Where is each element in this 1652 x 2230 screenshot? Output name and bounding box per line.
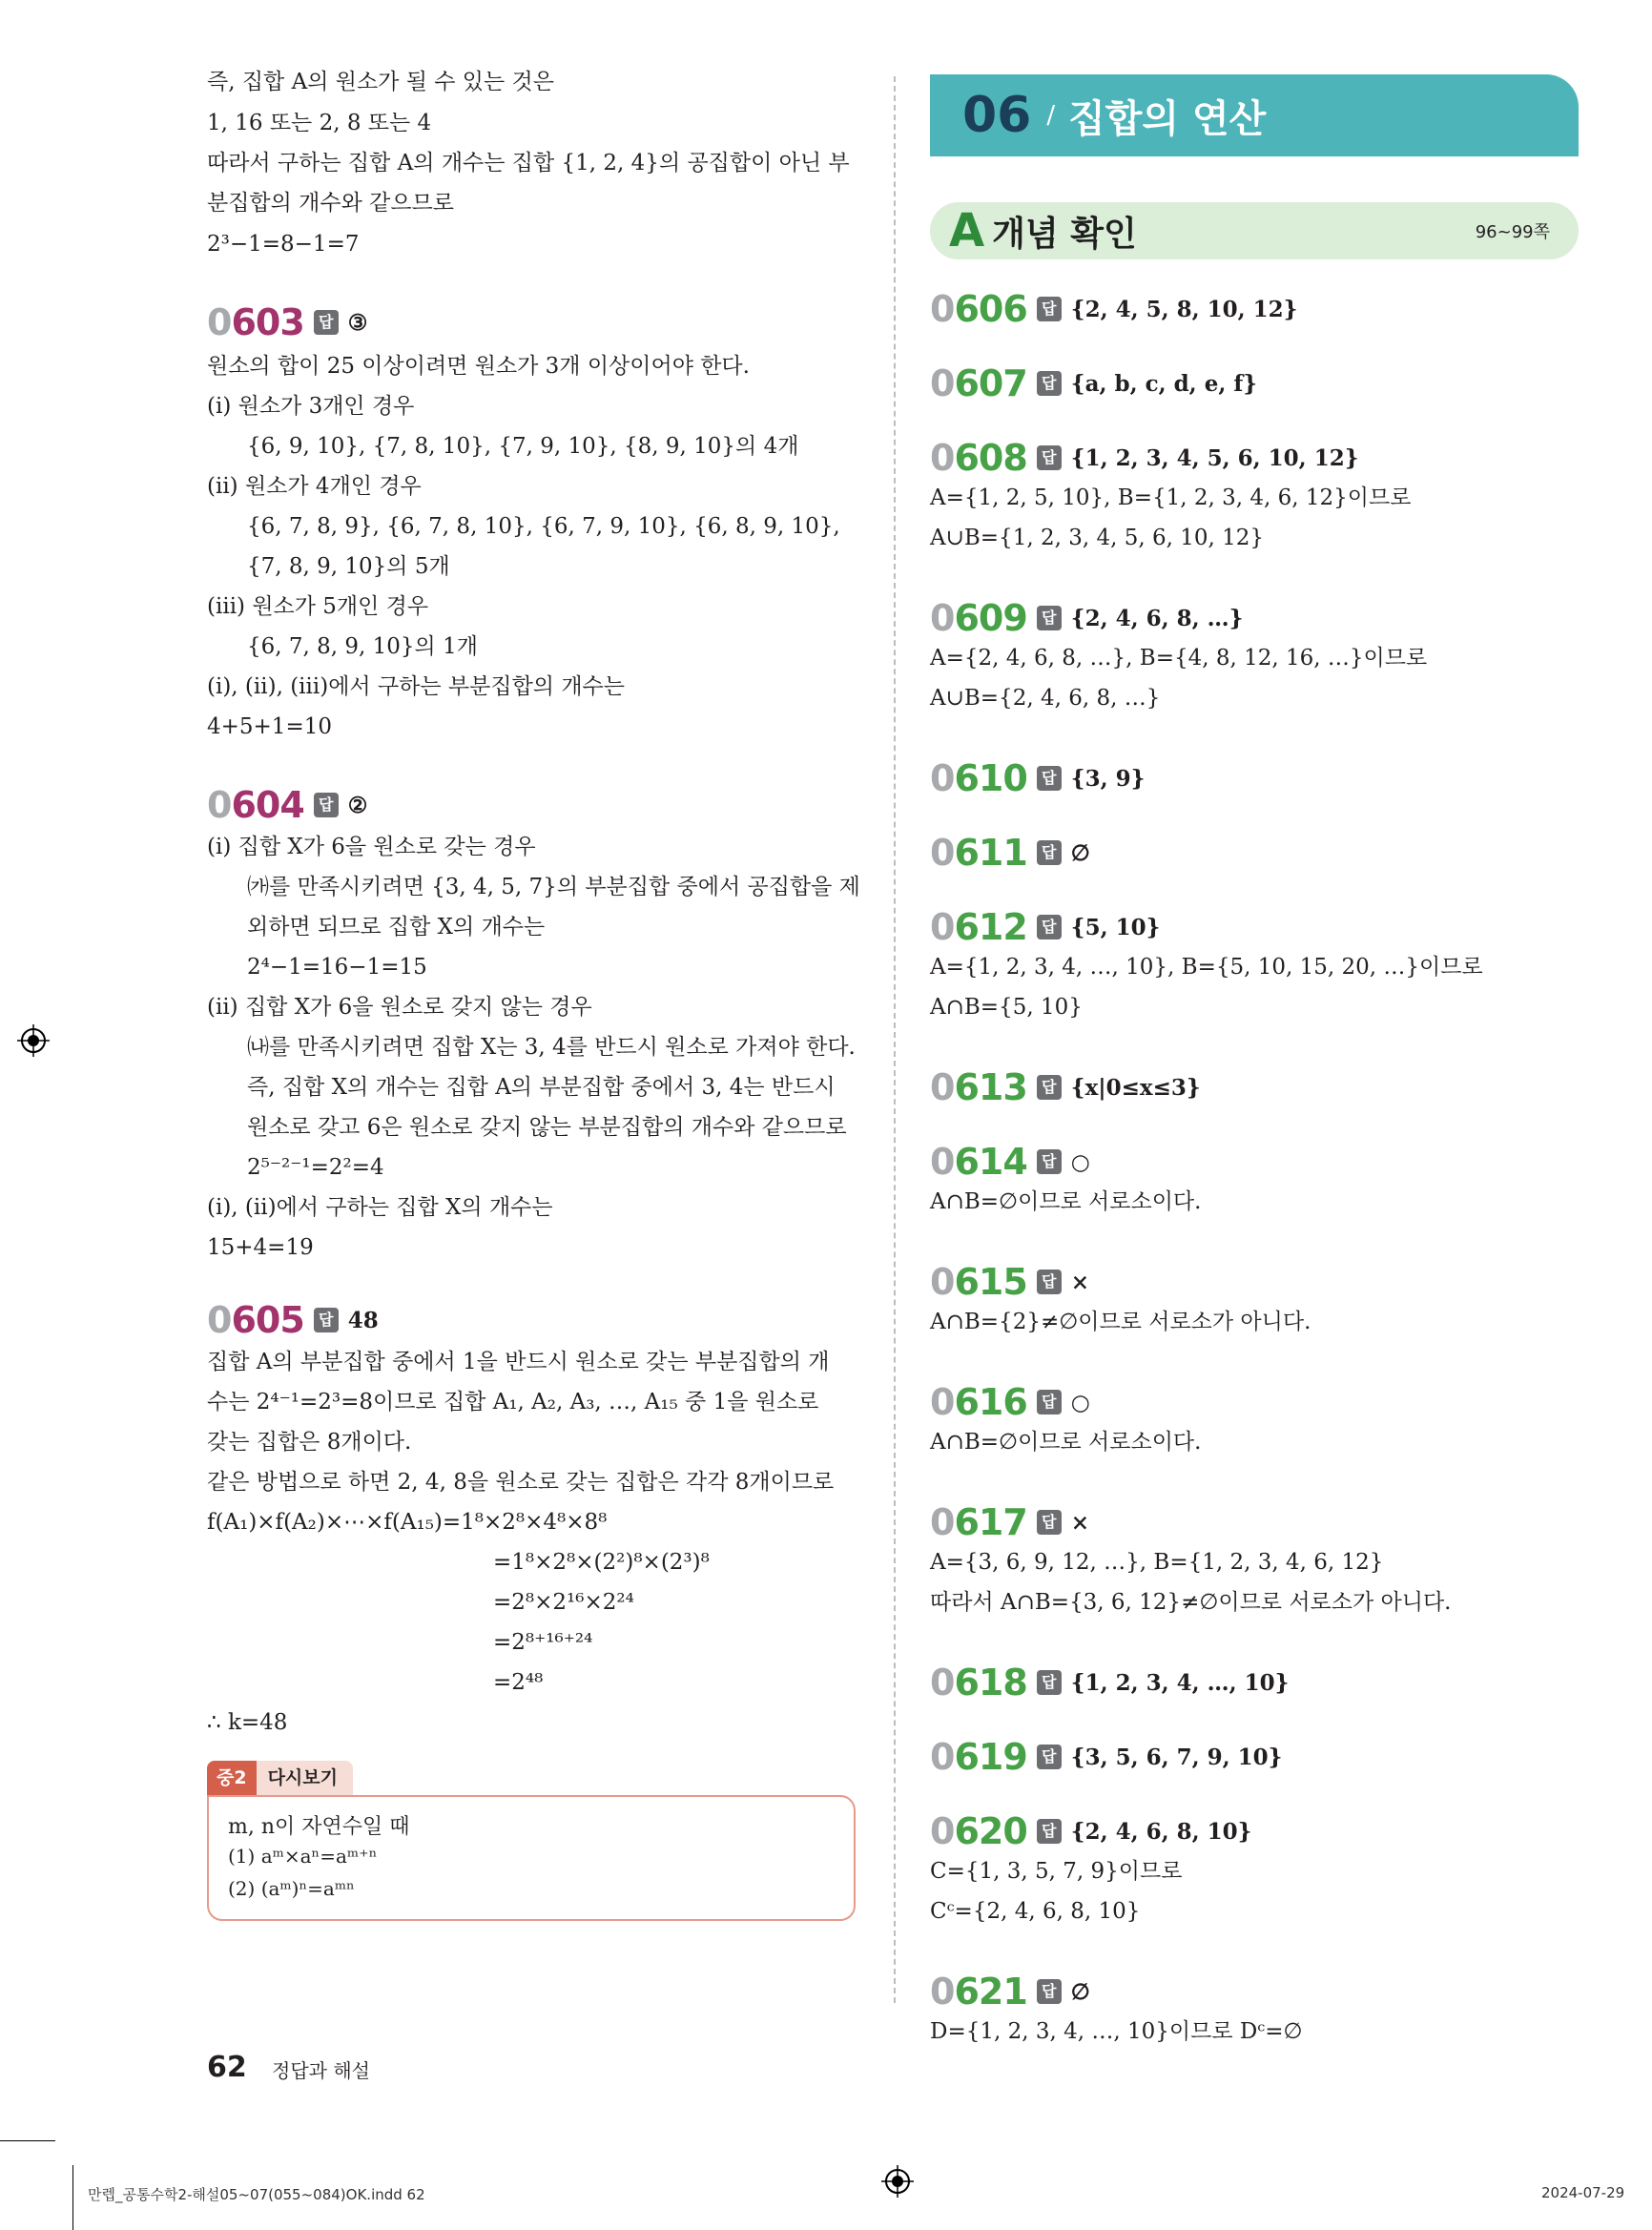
answer-value: ○: [1070, 1389, 1090, 1415]
solution-line: 수는 2⁴⁻¹=2³=8이므로 집합 A₁, A₂, A₃, …, A₁₅ 중 1을 원소로: [207, 1390, 819, 1414]
question-header: [930, 1736, 1282, 1778]
answer-badge: 답: [1037, 606, 1062, 630]
solution-line: (ⅰ) 집합 X가 6을 원소로 갖는 경우: [207, 835, 536, 859]
solution-line: =1⁸×2⁸×(2²)⁸×(2³)⁸: [493, 1550, 710, 1575]
crop-mark: [72, 2165, 73, 2230]
intro-line: 2³−1=8−1=7: [207, 232, 360, 257]
solution-line: ㈎를 만족시키려면 {3, 4, 5, 7}의 부분집합 중에서 공집합을 제: [247, 875, 860, 899]
question-number: 0617: [930, 1501, 1027, 1543]
section-header: [930, 74, 1579, 156]
solution-line: A∩B=∅이므로 서로소이다.: [930, 1430, 1202, 1455]
review-tab: [207, 1761, 353, 1795]
registration-mark-icon: [17, 1024, 50, 1057]
answer-value: {3, 5, 6, 7, 9, 10}: [1070, 1744, 1283, 1770]
solution-line: {6, 9, 10}, {7, 8, 10}, {7, 9, 10}, {8, 9, 10}의 4개: [247, 434, 799, 459]
review-box: [207, 1761, 856, 1921]
solution-line: 4+5+1=10: [207, 714, 332, 739]
solution-line: 외하면 되므로 집합 X의 개수는: [247, 915, 546, 939]
answer-badge: 답: [1037, 840, 1062, 865]
answer-badge: 답: [1037, 1075, 1062, 1100]
solution-line: A={1, 2, 5, 10}, B={1, 2, 3, 4, 6, 12}이므로: [930, 485, 1412, 510]
solution-line: A∩B=∅이므로 서로소이다.: [930, 1189, 1202, 1214]
question-header: [930, 832, 1090, 874]
question-header: [930, 597, 1243, 639]
solution-line: C={1, 3, 5, 7, 9}이므로: [930, 1859, 1183, 1884]
question-number: 0605: [207, 1299, 304, 1341]
review-content: [207, 1795, 856, 1921]
answer-value: ∅: [1070, 1978, 1090, 2005]
solution-line: ∴ k=48: [207, 1710, 288, 1735]
answer-badge: 답: [314, 1308, 339, 1332]
answer-value: ×: [1070, 1269, 1090, 1295]
question-header: [930, 1501, 1089, 1543]
solution-line: (ⅱ) 집합 X가 6을 원소로 갖지 않는 경우: [207, 995, 592, 1020]
answer-value: {2, 4, 5, 8, 10, 12}: [1070, 296, 1298, 322]
intro-line: 분집합의 개수와 같으므로: [207, 191, 455, 216]
intro-line: 따라서 구하는 집합 A의 개수는 집합 {1, 2, 4}의 공집합이 아닌 부: [207, 151, 850, 176]
review-grade-tag: 중2: [207, 1761, 257, 1795]
answer-badge: 답: [1037, 1390, 1062, 1414]
answer-badge: 답: [1037, 1819, 1062, 1844]
answer-value: {1, 2, 3, 4, …, 10}: [1070, 1669, 1290, 1696]
question-number: 0614: [930, 1141, 1027, 1183]
question-header-0604: [207, 784, 367, 826]
question-number: 0615: [930, 1261, 1027, 1303]
column-divider: [894, 76, 896, 2003]
question-header-0603: [207, 301, 367, 343]
solution-line: A∪B={1, 2, 3, 4, 5, 6, 10, 12}: [930, 526, 1265, 550]
solution-line: (ⅰ), (ⅱ)에서 구하는 집합 X의 개수는: [207, 1195, 553, 1220]
answer-badge: 답: [1037, 1745, 1062, 1769]
solution-line: ㈏를 만족시키려면 집합 X는 3, 4를 반드시 원소로 가져야 한다.: [247, 1035, 856, 1060]
answer-value: ∅: [1070, 839, 1090, 866]
question-header: [930, 1261, 1089, 1303]
solution-line: {7, 8, 9, 10}의 5개: [247, 554, 450, 579]
solution-line: 집합 A의 부분집합 중에서 1을 반드시 원소로 갖는 부분집합의 개: [207, 1350, 830, 1374]
answer-value: {2, 4, 6, 8, …}: [1070, 605, 1244, 631]
answer-value: ②: [347, 792, 368, 818]
answer-value: 48: [347, 1307, 379, 1333]
registration-mark-icon: [881, 2165, 914, 2198]
answer-value: ③: [347, 309, 368, 336]
answer-badge: 답: [1037, 371, 1062, 396]
solution-line: A∪B={2, 4, 6, 8, …}: [930, 686, 1161, 711]
question-header: [930, 757, 1145, 799]
concept-check-bar: [930, 202, 1579, 259]
review-line: (2) (aᵐ)ⁿ=aᵐⁿ: [228, 1877, 355, 1900]
answer-badge: 답: [1037, 1510, 1062, 1535]
answer-badge: 답: [1037, 1670, 1062, 1695]
solution-line: (ⅰ) 원소가 3개인 경우: [207, 394, 415, 419]
answer-badge: 답: [1037, 915, 1062, 939]
concept-letter: A: [949, 204, 985, 258]
answer-badge: 답: [314, 793, 339, 817]
print-date: 2024-07-29: [1541, 2184, 1625, 2201]
solution-line: f(A₁)×f(A₂)×⋯×f(A₁₅)=1⁸×2⁸×4⁸×8⁸: [207, 1510, 608, 1535]
question-number: 0610: [930, 757, 1027, 799]
answer-badge: 답: [1037, 1979, 1062, 2004]
solution-line: =2⁸×2¹⁶×2²⁴: [493, 1590, 634, 1615]
concept-pages: 96~99쪽: [1475, 222, 1550, 242]
question-header: [930, 906, 1160, 948]
answer-badge: 답: [1037, 766, 1062, 791]
answer-value: {x|0≤x≤3}: [1070, 1074, 1201, 1101]
question-number: 0606: [930, 288, 1027, 330]
solution-line: 같은 방법으로 하면 2, 4, 8을 원소로 갖는 집합은 각각 8개이므로: [207, 1470, 835, 1495]
question-number: 0611: [930, 832, 1027, 874]
crop-mark: [0, 2140, 55, 2141]
section-number: 06: [962, 87, 1032, 144]
answer-value: {1, 2, 3, 4, 5, 6, 10, 12}: [1070, 444, 1359, 471]
solution-line: (ⅲ) 원소가 5개인 경우: [207, 594, 429, 619]
print-file-slug: 만렙_공통수학2-해설05~07(055~084)OK.indd 62: [88, 2186, 425, 2203]
concept-title: 개념 확인: [992, 214, 1137, 254]
solution-line: =2⁸⁺¹⁶⁺²⁴: [493, 1630, 593, 1655]
question-number: 0616: [930, 1381, 1027, 1423]
solution-line: 2⁴−1=16−1=15: [247, 955, 427, 980]
question-number: 0613: [930, 1066, 1027, 1108]
answer-badge: 답: [1037, 297, 1062, 321]
answer-value: ○: [1070, 1148, 1090, 1175]
question-header: [930, 1662, 1289, 1703]
question-header: [930, 288, 1297, 330]
answer-badge: 답: [1037, 1270, 1062, 1294]
review-line: m, n이 자연수일 때: [228, 1815, 410, 1839]
solution-line: {6, 7, 8, 9, 10}의 1개: [247, 634, 478, 659]
intro-line: 1, 16 또는 2, 8 또는 4: [207, 111, 432, 135]
question-header: [930, 1141, 1090, 1183]
review-label: 다시보기: [267, 1767, 338, 1788]
solution-line: A={3, 6, 9, 12, …}, B={1, 2, 3, 4, 6, 12}: [930, 1550, 1384, 1575]
answer-badge: 답: [1037, 445, 1062, 470]
solution-line: (ⅱ) 원소가 4개인 경우: [207, 474, 422, 499]
solution-line: A={1, 2, 3, 4, …, 10}, B={5, 10, 15, 20, …}이므로: [930, 955, 1483, 980]
question-header-0605: [207, 1299, 379, 1341]
section-slash: /: [1046, 101, 1056, 130]
question-number: 0603: [207, 301, 304, 343]
solution-line: A∩B={5, 10}: [930, 995, 1083, 1020]
answer-value: {3, 9}: [1070, 765, 1146, 792]
solution-line: D={1, 2, 3, 4, …, 10}이므로 Dᶜ=∅: [930, 2019, 1303, 2044]
question-number: 0621: [930, 1971, 1027, 2013]
answer-value: {a, b, c, d, e, f}: [1070, 370, 1258, 397]
solution-line: 2⁵⁻²⁻¹=2²=4: [247, 1155, 384, 1180]
question-number: 0619: [930, 1736, 1027, 1778]
question-header: [930, 362, 1257, 404]
intro-line: 즉, 집합 A의 원소가 될 수 있는 것은: [207, 70, 554, 94]
question-header: [930, 1971, 1090, 2013]
answer-value: {5, 10}: [1070, 914, 1161, 940]
solution-line: 15+4=19: [207, 1235, 314, 1260]
answer-value: ×: [1070, 1509, 1090, 1536]
question-number: 0604: [207, 784, 304, 826]
page-label: 정답과 해설: [272, 2059, 370, 2082]
solution-line: 원소로 갖고 6은 원소로 갖지 않는 부분집합의 개수와 같으므로: [247, 1115, 847, 1140]
page-number: 62: [207, 2051, 247, 2084]
solution-line: A∩B={2}≠∅이므로 서로소가 아니다.: [930, 1310, 1311, 1334]
solution-line: Cᶜ={2, 4, 6, 8, 10}: [930, 1899, 1141, 1924]
solution-line: =2⁴⁸: [493, 1670, 544, 1695]
answer-value: {2, 4, 6, 8, 10}: [1070, 1818, 1252, 1845]
question-header: [930, 1810, 1251, 1852]
question-number: 0620: [930, 1810, 1027, 1852]
solution-line: {6, 7, 8, 9}, {6, 7, 8, 10}, {6, 7, 9, 10}, {6, 8, 9, 10},: [247, 514, 840, 539]
question-number: 0609: [930, 597, 1027, 639]
solution-line: 갖는 집합은 8개이다.: [207, 1430, 412, 1455]
solution-line: 따라서 A∩B={3, 6, 12}≠∅이므로 서로소가 아니다.: [930, 1590, 1452, 1615]
answer-badge: 답: [1037, 1149, 1062, 1174]
solution-line: (ⅰ), (ⅱ), (ⅲ)에서 구하는 부분집합의 개수는: [207, 674, 625, 699]
question-header: [930, 1066, 1201, 1108]
question-number: 0612: [930, 906, 1027, 948]
question-number: 0608: [930, 437, 1027, 479]
solution-line: A={2, 4, 6, 8, …}, B={4, 8, 12, 16, …}이므로: [930, 646, 1428, 671]
review-line: (1) aᵐ×aⁿ=aᵐ⁺ⁿ: [228, 1845, 378, 1868]
solution-line: 원소의 합이 25 이상이려면 원소가 3개 이상이어야 한다.: [207, 354, 750, 379]
section-title: 집합의 연산: [1068, 96, 1267, 141]
solution-line: 즉, 집합 X의 개수는 집합 A의 부분집합 중에서 3, 4는 반드시: [247, 1075, 836, 1100]
answer-badge: 답: [314, 310, 339, 335]
question-header: [930, 437, 1359, 479]
question-number: 0607: [930, 362, 1027, 404]
question-number: 0618: [930, 1662, 1027, 1703]
question-header: [930, 1381, 1090, 1423]
